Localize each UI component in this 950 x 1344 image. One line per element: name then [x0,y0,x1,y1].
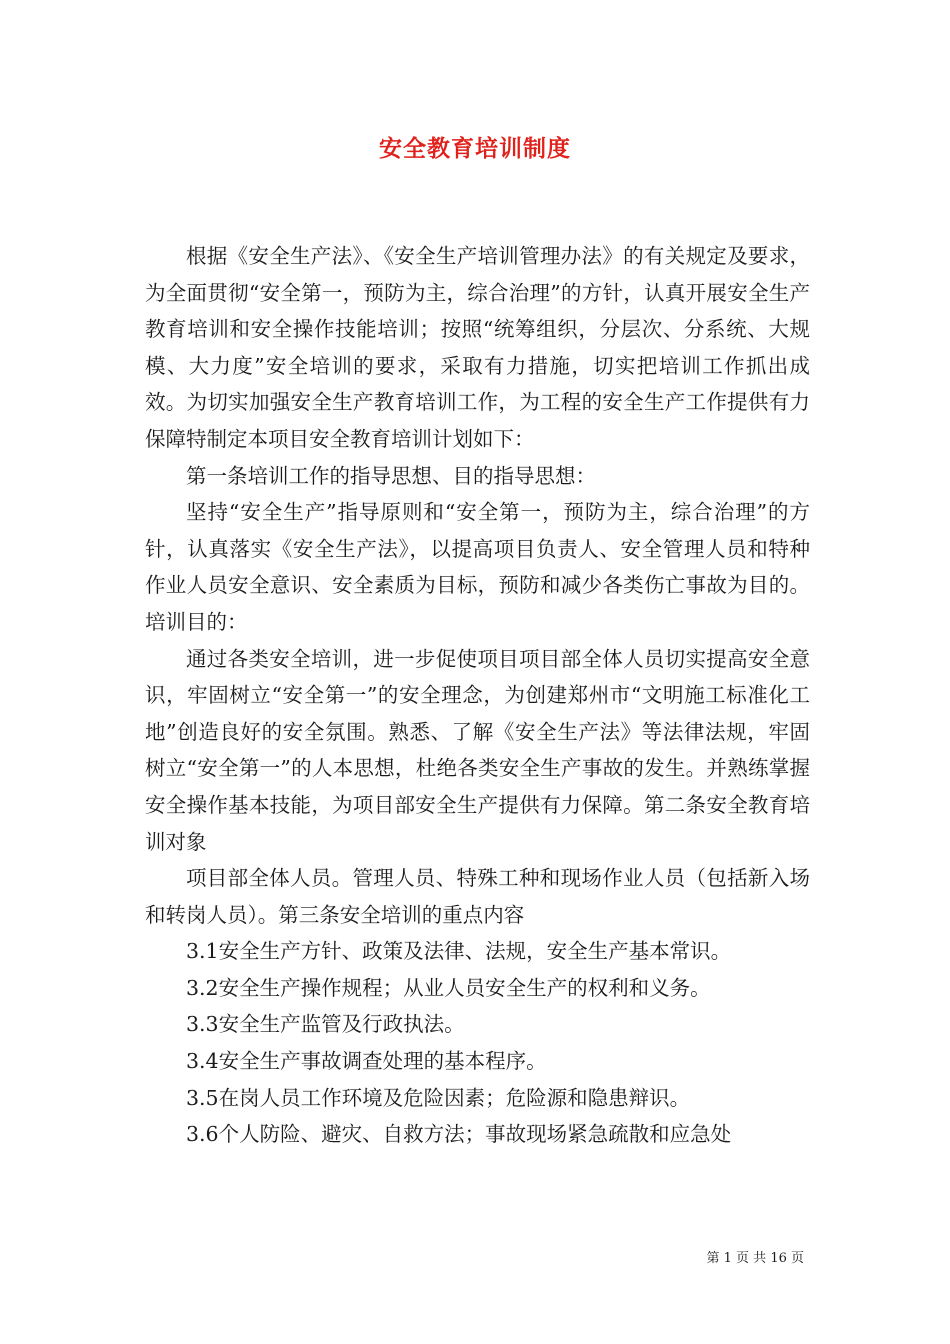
document-title: 安全教育培训制度 [379,135,571,162]
paragraph-intro: 根据《安全生产法》、《安全生产培训管理办法》的有关规定及要求，为全面贯彻“安全第一，预防为主，综合治理”的方针，认真开展安全生产教育培训和安全操作技能培训；按照“统筹组织，分层次、分系统、大规模、大力度”安全培训的要求，采取有力措施，切实把培训工作抓出成效。为切实加强安全生产教育培训工作，为工程的安全生产工作提供有力保障特制定本项目安全教育培训计划如下： [145,244,810,451]
list-item-3-3: 3.3安全生产监管及行政执法。 [186,1012,465,1037]
list-item-3-6: 3.6个人防险、避灾、自救方法；事故现场紧急疏散和应急处 [186,1122,732,1147]
paragraph-guiding-thought: 坚持“安全生产”指导原则和“安全第一，预防为主，综合治理”的方针，认真落实《安全生产法》，以提高项目负责人、安全管理人员和特种作业人员安全意识、安全素质为目标，预防和减少各类伤亡事故为目的。培训目的： [145,500,810,634]
list-item-3-2: 3.2安全生产操作规程；从业人员安全生产的权利和义务。 [186,975,711,1000]
paragraph-training-targets: 项目部全体人员。管理人员、特殊工种和现场作业人员（包括新入场和转岗人员）。第三条安全培训的重点内容 [145,866,810,927]
document-body [145,238,810,1153]
list-item-3-5: 3.5在岗人员工作环境及危险因素；危险源和隐患辩识。 [186,1085,691,1110]
list-item-3-4: 3.4安全生产事故调查处理的基本程序。 [186,1049,547,1074]
list-item-3-1: 3.1安全生产方针、政策及法律、法规，安全生产基本常识。 [186,939,732,964]
paragraph-training-purpose: 通过各类安全培训，进一步促使项目项目部全体人员切实提高安全意识，牢固树立“安全第一”的安全理念，为创建郑州市“文明施工标准化工地”创造良好的安全氛围。熟悉、了解《安全生产法》等法律法规，牢固树立“安全第一”的人本思想，杜绝各类安全生产事故的发生。并熟练掌握安全操作基本技能，为项目部安全生产提供有力保障。第二条安全教育培训对象 [145,646,810,854]
paragraph-article-1-heading: 第一条培训工作的指导思想、目的指导思想： [186,463,596,488]
page-number-footer: 第 1 页 共 16 页 [706,1251,804,1266]
